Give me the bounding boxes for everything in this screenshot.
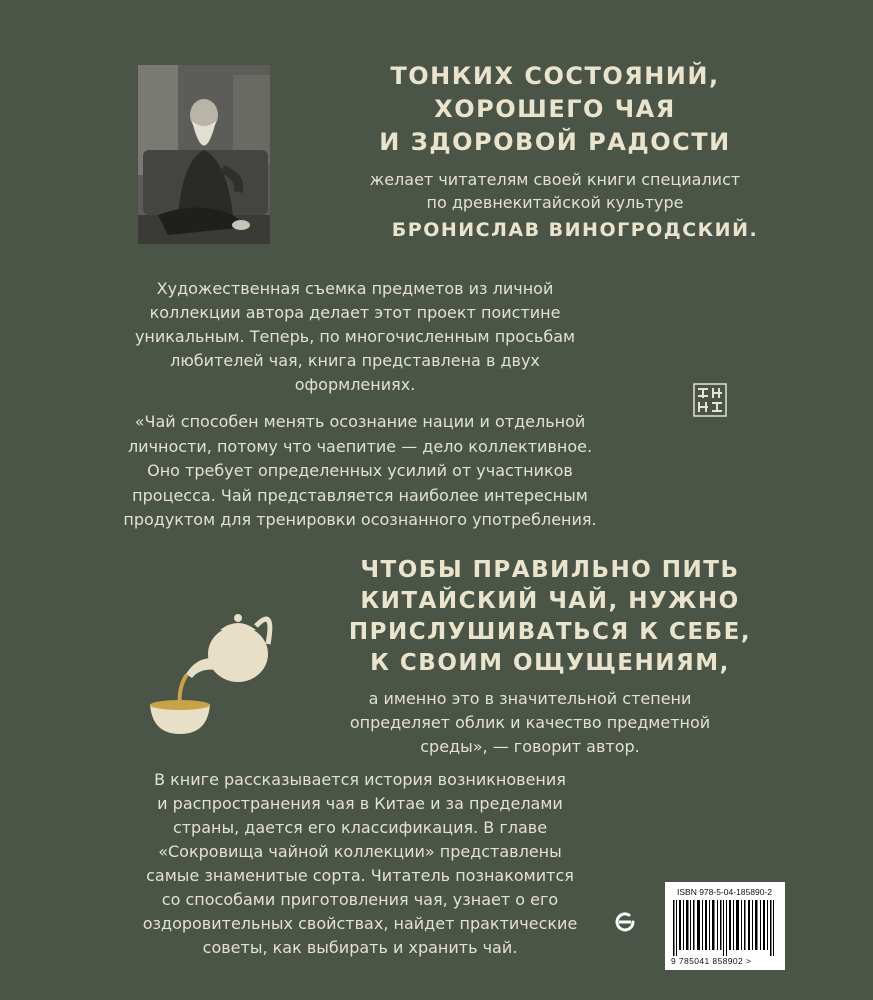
quote-end-line: среды», — говорит автор. (420, 737, 640, 756)
isbn-number: ISBN 978-5-04-185890-2 (677, 887, 772, 897)
quote-line: Оно требует определенных усилий от участников (147, 461, 573, 480)
paragraph-line: Художественная съемка предметов из личной (156, 279, 554, 298)
seal-icon (693, 383, 727, 417)
paragraph-line: В книге рассказывается история возникновения (154, 770, 566, 789)
headline-top-line: ХОРОШЕГО ЧАЯ (434, 95, 676, 123)
quote-line: продуктом для тренировки осознанного употребления. (123, 510, 597, 529)
teapot-pouring-icon (140, 596, 280, 741)
quote-end (330, 687, 730, 759)
publisher-logo-icon (612, 909, 638, 935)
paragraph-line: уникальным. Теперь, по многочисленным просьбам (134, 327, 576, 346)
paragraph-line: страны, дается его классификация. В главе (172, 818, 548, 837)
isbn-barcode (665, 882, 785, 970)
barcode-bars (673, 900, 777, 956)
author-name: БРОНИСЛАВ ВИНОГРОДСКИЙ. (391, 219, 759, 241)
paragraph-line: «Сокровища чайной коллекции» представлены (158, 842, 562, 861)
paragraph-line: оформлениях. (294, 375, 416, 394)
barcode-digits: 9 785041 858902 > (671, 956, 752, 966)
headline-mid-line: ПРИСЛУШИВАТЬСЯ К СЕБЕ, (348, 619, 752, 645)
quote-line: личности, потому что чаепитие — дело коллективное. (127, 436, 593, 456)
paragraph-line: и распространения чая в Китае и за пределами (157, 794, 563, 813)
headline-top-line: И ЗДОРОВОЙ РАДОСТИ (379, 128, 731, 156)
quote-end-line: определяет облик и качество предметной (349, 713, 711, 732)
headline-mid-line: КИТАЙСКИЙ ЧАЙ, НУЖНО (360, 588, 740, 614)
headline-mid-line: К СВОИМ ОЩУЩЕНИЯМ, (370, 650, 730, 676)
headline-top (300, 60, 810, 159)
description-paragraph-2 (120, 768, 600, 960)
author-photo (138, 65, 270, 244)
headline-top-line: ТОНКИХ СОСТОЯНИЙ, (390, 62, 720, 90)
paragraph-line: коллекции автора делает этот проект поистине (149, 303, 561, 322)
headline-mid (300, 555, 800, 679)
paragraph-line: самые знаменитые сорта. Читатель познакомится (146, 866, 574, 885)
description-paragraph-1 (130, 277, 580, 397)
quote-line: процесса. Чай представляется наиболее интересным (132, 485, 588, 505)
paragraph-line: со способами приготовления чая, узнает о его (161, 890, 559, 909)
quote-block (110, 410, 610, 533)
headline-mid-line: ЧТОБЫ ПРАВИЛЬНО ПИТЬ (360, 557, 740, 583)
paragraph-line: любителей чая, книга представлена в двух (170, 351, 540, 370)
quote-end-line: а именно это в значительной степени (368, 689, 692, 708)
paragraph-line: советы, как выбирать и хранить чай. (202, 938, 518, 957)
quote-line: «Чай способен менять осознание нации и отдельной (134, 412, 586, 431)
paragraph-line: оздоровительных свойствах, найдет практические (142, 914, 578, 933)
wish-text (300, 168, 810, 214)
wish-line: желает читателям своей книги специалист (369, 170, 741, 189)
wish-line: по древнекитайской культуре (426, 193, 684, 212)
